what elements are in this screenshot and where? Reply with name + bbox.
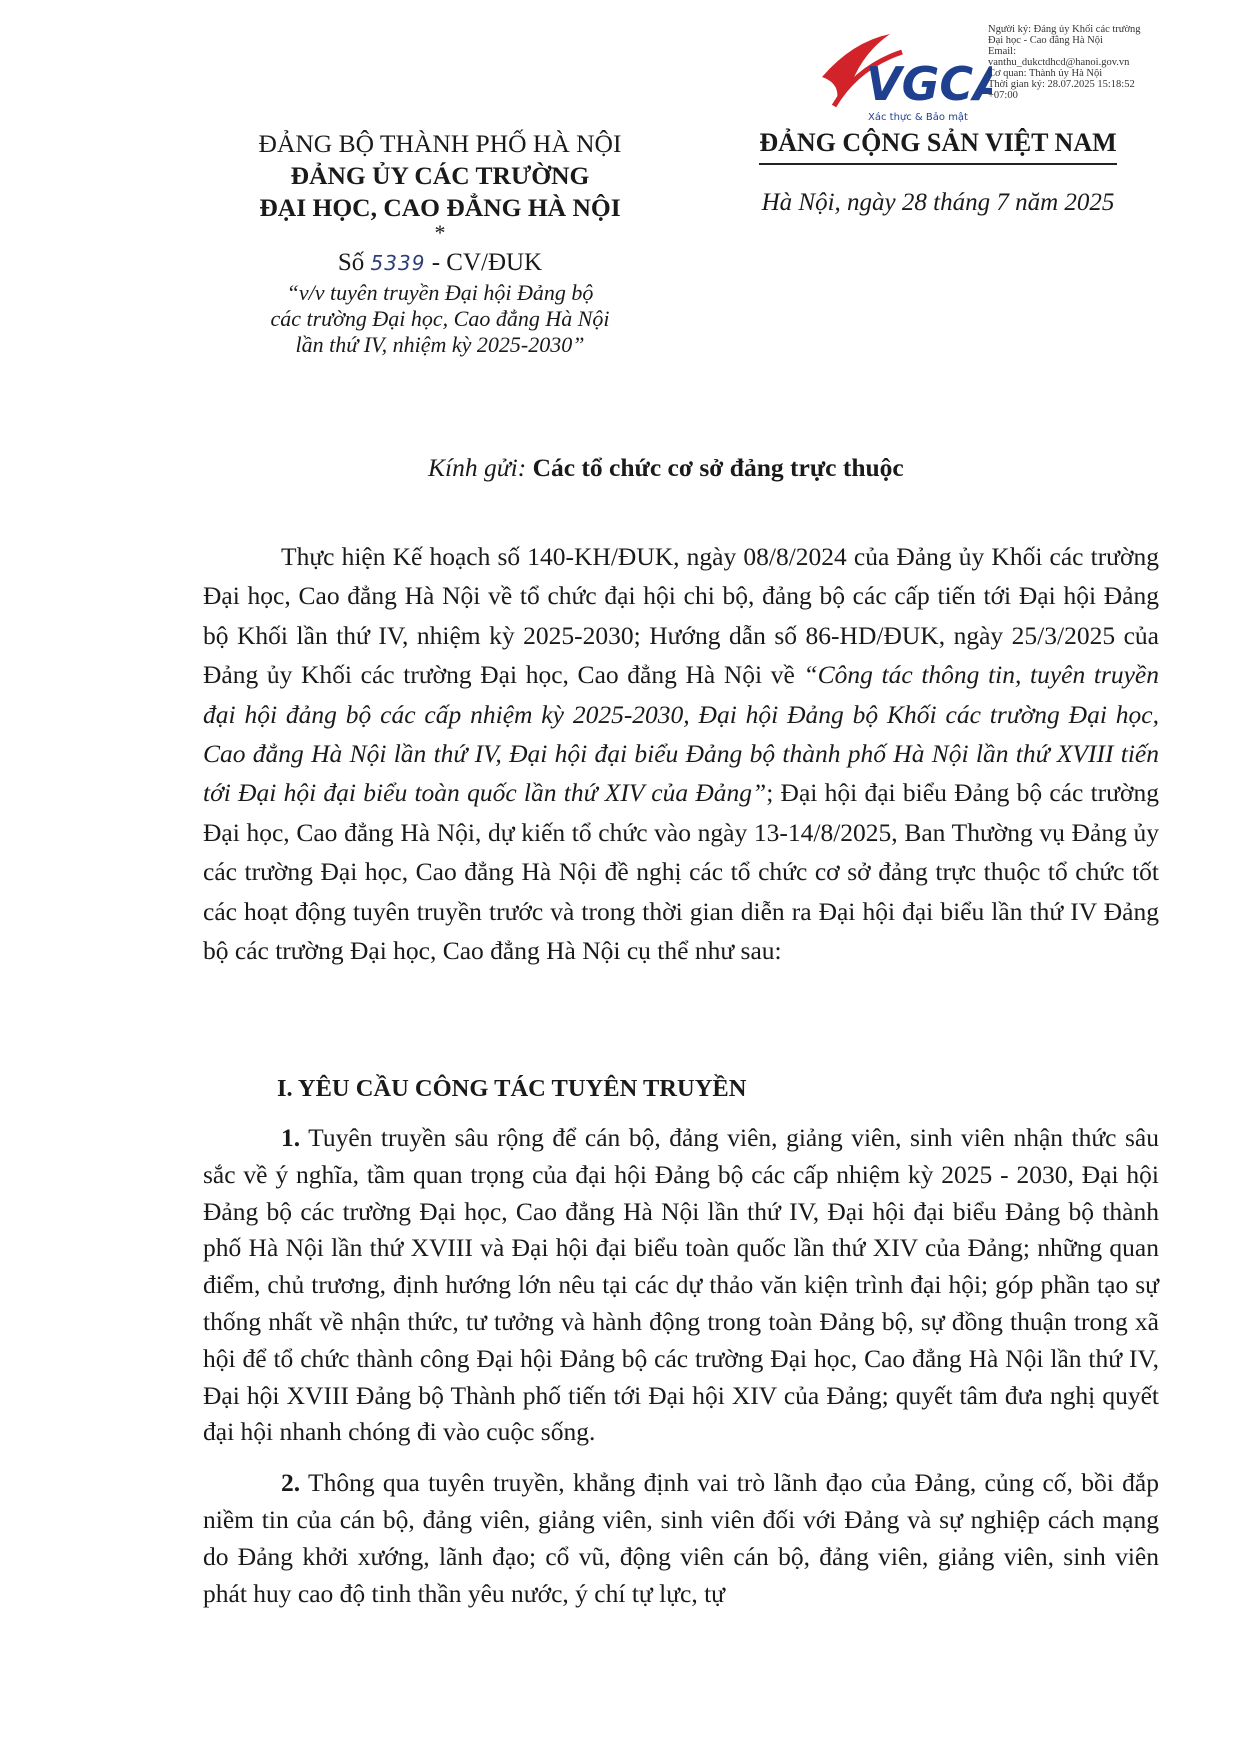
item-2 — [203, 1465, 1159, 1612]
org-line-1: ĐẢNG BỘ THÀNH PHỐ HÀ NỘI — [258, 129, 622, 158]
doc-suffix: - CV/ĐUK — [431, 249, 543, 276]
item-1-text: Tuyên truyền sâu rộng để cán bộ, đảng viên, giảng viên, sinh viên nhận thức sâu sắc về ý nghĩa, tầm quan trọng của đại hội Đảng bộ các cấp nhiệm kỳ 2025 - 2030, Đại hội Đảng bộ các trường Đại học, Cao đẳng Hà Nội lần thứ IV, Đại hội đại biểu Đảng bộ thành phố Hà Nội lần thứ XVIII và Đại hội đại biểu toàn quốc lần thứ XIV của Đảng; những quan điểm, chủ trương, định hướng lớn nêu tại các dự thảo văn kiện trình đại hội; góp phần tạo sự thống nhất về nhận thức, tư tưởng và hành động trong toàn Đảng bộ, sự đồng thuận trong xã hội để tổ chức thành công Đại hội Đảng bộ các trường Đại học, Cao đẳng Hà Nội lần thứ IV, Đại hội XVIII Đảng bộ Thành phố tiến tới Đại hội XIV của Đảng; quyết tâm đưa nghị quyết đại hội nhanh chóng đi vào cuộc sống. — [203, 1123, 1159, 1447]
sig-line: vanthu_dukctdhcd@hanoi.gov.vn — [988, 57, 1130, 68]
item-1 — [203, 1120, 1159, 1451]
org-star: * — [434, 220, 446, 245]
national-header — [728, 126, 1148, 219]
place-date: Hà Nội, ngày 28 tháng 7 năm 2025 — [761, 189, 1115, 216]
logo-tagline: Xác thực & Bảo mật — [868, 112, 968, 123]
org-line-2: ĐẢNG ỦY CÁC TRƯỜNG — [290, 161, 590, 190]
section-1-title: I. YÊU CẦU CÔNG TÁC TUYÊN TRUYỀN — [277, 1075, 747, 1102]
doc-handwritten-number: 5339 — [370, 251, 426, 275]
org-line-3: ĐẠI HỌC, CAO ĐẲNG HÀ NỘI — [259, 193, 621, 222]
sig-line: Đại học - Cao đẳng Hà Nội — [988, 35, 1103, 46]
vgca-logo — [812, 22, 992, 132]
subject-line: lần thứ IV, nhiệm kỳ 2025-2030” — [295, 332, 585, 357]
intro-paragraph — [203, 537, 1159, 970]
intro-quote: “Công tác thông tin, tuyên truyền đại hội đảng bộ các cấp nhiệm kỳ 2025-2030, Đại hội Đảng bộ Khối các trường Đại học, Cao đẳng Hà Nội lần thứ IV, Đại hội đại biểu Đảng bộ thành phố Hà Nội lần thứ XVIII tiến tới Đại hội đại biểu toàn quốc lần thứ XIV của Đảng” — [203, 660, 1160, 808]
intro-text-2: ; Đại hội đại biểu Đảng bộ các trường Đại học, Cao đẳng Hà Nội, dự kiến tổ chức vào ngày 13-14/8/2025, Ban Thường vụ Đảng ủy các trường Đại học, Cao đẳng Hà Nội đề nghị các tổ chức cơ sở đảng trực thuộc tổ chức tốt các hoạt động tuyên truyền trước và trong thời gian diễn ra Đại hội đại biểu lần thứ IV Đảng bộ các trường Đại học, Cao đẳng Hà Nội cụ thể như sau: — [203, 778, 1159, 966]
document-number — [200, 246, 680, 280]
item-2-number: 2. — [281, 1468, 301, 1498]
sig-line: Người ký: Đảng ủy Khối các trường — [988, 24, 1141, 35]
item-1-number: 1. — [281, 1123, 301, 1152]
item-2-text: Thông qua tuyên truyền, khẳng định vai trò lãnh đạo của Đảng, củng cố, bồi đắp niềm tin của cán bộ, đảng viên, giảng viên, sinh viên đối với Đảng và sự nghiệp cách mạng do Đảng khởi xướng, lãnh đạo; cổ vũ, động viên cán bộ, đảng viên, giảng viên, sinh viên phát huy cao độ tinh thần yêu nước, ý chí tự lực, tự — [203, 1468, 1159, 1608]
recipient-value: Các tổ chức cơ sở đảng trực thuộc — [532, 453, 904, 482]
intro-section — [203, 537, 1159, 970]
recipient-label: Kính gửi: — [428, 453, 527, 482]
recipient — [428, 451, 904, 485]
party-name: ĐẢNG CỘNG SẢN VIỆT NAM — [759, 126, 1116, 165]
section-1-items — [203, 1120, 1159, 1612]
issuing-organization — [200, 128, 680, 358]
digital-signature-info — [988, 24, 1178, 101]
section-1 — [203, 1072, 1159, 1106]
subject-line: các trường Đại học, Cao đẳng Hà Nội — [270, 306, 610, 331]
sig-line: Email: — [988, 46, 1016, 57]
vgca-logo-icon — [812, 22, 992, 132]
subject-line: “v/v tuyên truyền Đại hội Đảng bộ — [286, 280, 594, 305]
doc-prefix: Số — [337, 249, 365, 276]
sig-line: Thời gian ký: 28.07.2025 15:18:52 — [988, 79, 1135, 90]
sig-line: Cơ quan: Thành ủy Hà Nội — [988, 68, 1103, 79]
logo-text: VGC — [866, 57, 974, 111]
sig-line: +07:00 — [988, 90, 1018, 101]
intro-text-1: Thực hiện Kế hoạch số 140-KH/ĐUK, ngày 08/8/2024 của Đảng ủy Khối các trường Đại học, Cao đẳng Hà Nội về tổ chức đại hội chi bộ, đảng bộ các cấp tiến tới Đại hội Đảng bộ Khối lần thứ IV, nhiệm kỳ 2025-2030; Hướng dẫn số 86-HD/ĐUK, ngày 25/3/2025 của Đảng ủy Khối các trường Đại học, Cao đẳng Hà Nội về — [203, 542, 1159, 690]
